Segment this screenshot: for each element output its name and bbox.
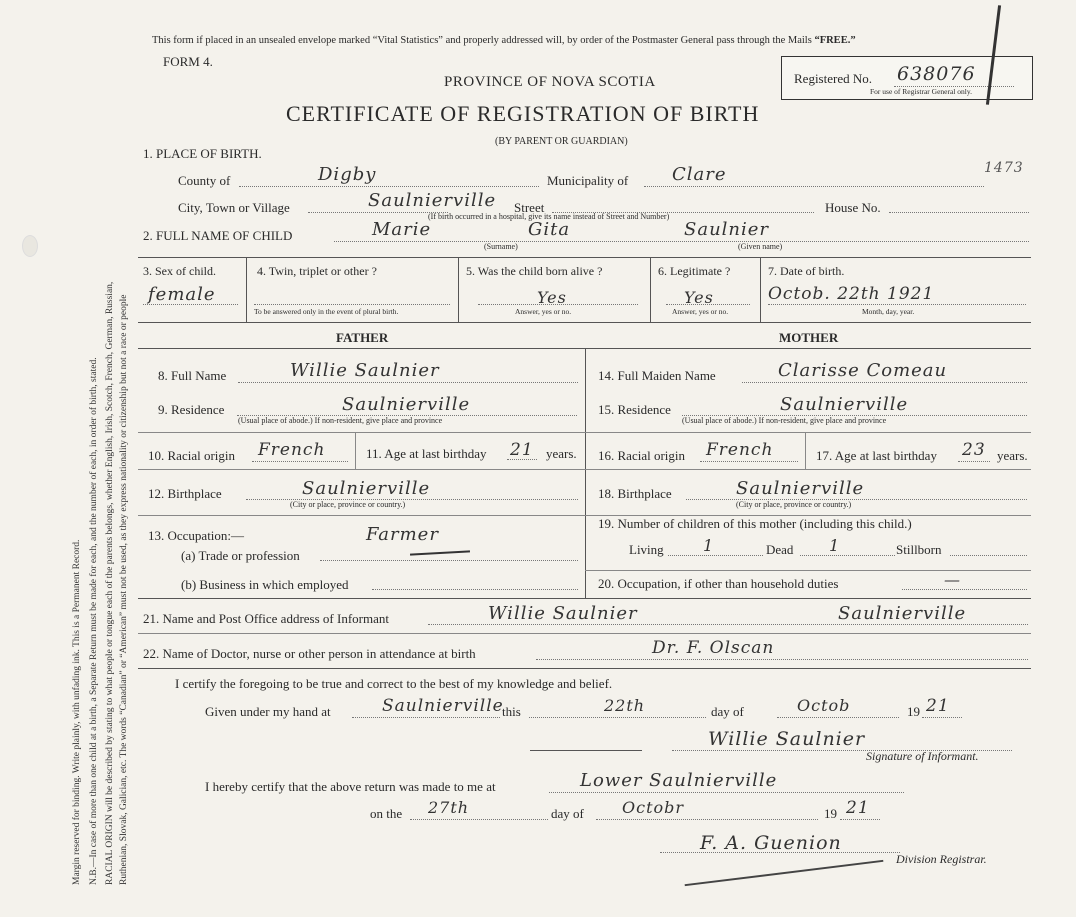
return-year-prefix: 19 (824, 806, 837, 821)
mother-residence-note: (Usual place of abode.) If non-resident, give place and province (682, 416, 887, 425)
informant-address: Saulnierville (838, 603, 967, 624)
given-under-label: Given under my hand at (205, 704, 331, 719)
children-count-label: 19. Number of children of this mother (including this child.) (598, 516, 912, 531)
registered-label: Registered No. (794, 71, 872, 86)
mother-occupation-value: — (944, 570, 961, 589)
mail-notice: This form if placed in an unsealed envelope marked “Vital Statistics” and properly addressed will, by order of the Postmaster General pass through the Mails “FREE.” (152, 35, 856, 46)
alive-label: 5. Was the child born alive ? (466, 264, 603, 278)
father-heading: FATHER (336, 330, 389, 345)
father-residence-label: 9. Residence (158, 402, 225, 417)
mother-age-label: 17. Age at last birthday (816, 448, 937, 463)
margin-note-4: Ruthenian, Slovak, Galician, etc. The words “Canadian” or “American” must not be used, as they express nationality or citizenship but not a race or people (119, 294, 129, 885)
punch-hole (22, 235, 38, 257)
twin-note: To be answered only in the event of plural birth. (254, 307, 399, 316)
date-of-birth-value: Octob. 22th 1921 (768, 284, 935, 304)
mother-birthplace-value: Saulnierville (736, 478, 865, 499)
registered-number: 638076 (897, 63, 976, 85)
living-label: Living (629, 542, 664, 557)
return-month-value: Octobr (622, 798, 685, 817)
legitimate-value: Yes (684, 288, 714, 307)
return-text: I hereby certify that the above return was made to me at (205, 779, 496, 794)
living-value: 1 (703, 536, 715, 555)
house-label: House No. (825, 200, 881, 215)
father-name-label: 8. Full Name (158, 368, 227, 383)
father-birthplace-note: (City or place, province or country.) (290, 500, 406, 509)
registrar-signature: F. A. Guenion (700, 832, 842, 854)
corner-number: 1473 (984, 160, 1024, 176)
registered-number-box (781, 56, 1033, 100)
mother-racial-value: French (706, 440, 774, 460)
trade-label: (a) Trade or profession (181, 548, 300, 563)
child-name-label: 2. FULL NAME OF CHILD (143, 228, 293, 243)
alive-value: Yes (537, 288, 567, 307)
mother-occupation-label: 20. Occupation, if other than household duties (598, 576, 839, 591)
mother-name-label: 14. Full Maiden Name (598, 368, 716, 383)
stillborn-label: Stillborn (896, 542, 942, 557)
date-of-birth-note: Month, day, year. (862, 307, 915, 316)
page-title: CERTIFICATE OF REGISTRATION OF BIRTH (286, 101, 760, 126)
given-place-value: Saulnierville (382, 696, 504, 716)
father-name-value: Willie Saulnier (290, 360, 440, 381)
county-label: County of (178, 173, 231, 188)
father-birthplace-label: 12. Birthplace (148, 486, 222, 501)
business-label: (b) Business in which employed (181, 577, 349, 592)
on-the-label: on the (370, 806, 403, 821)
given-year-value: 21 (926, 696, 950, 716)
return-day-of-label: day of (551, 806, 584, 821)
city-value: Saulnierville (368, 190, 497, 211)
division-registrar-label: Division Registrar. (896, 852, 987, 866)
this-label: this (502, 704, 521, 719)
mother-heading: MOTHER (779, 330, 839, 345)
return-place-value: Lower Saulnierville (580, 770, 778, 791)
twin-label: 4. Twin, triplet or other ? (257, 264, 377, 278)
registrar-use-note: For use of Registrar General only. (870, 87, 972, 96)
father-residence-value: Saulnierville (342, 394, 471, 415)
sex-value: female (148, 284, 216, 305)
trade-dash (410, 550, 470, 555)
street-label: Street (514, 200, 545, 215)
informant-label: 21. Name and Post Office address of Informant (143, 611, 389, 626)
mother-birthplace-label: 18. Birthplace (598, 486, 672, 501)
father-age-label: 11. Age at last birthday (366, 446, 487, 461)
father-racial-label: 10. Racial origin (148, 448, 236, 463)
informant-name: Willie Saulnier (488, 603, 638, 624)
alive-note: Answer, yes or no. (515, 307, 572, 316)
signature-of-informant-label: Signature of Informant. (866, 749, 979, 763)
dead-value: 1 (829, 536, 841, 555)
given-day-of-label: day of (711, 704, 744, 719)
mother-age-value: 23 (962, 440, 986, 460)
margin-note-2: N.B.—In case of more than one child at a birth, a Separate Return must be made for each, and the number of each, in order of birth, stated. (89, 357, 99, 885)
given-day-value: 22th (604, 696, 646, 715)
province-heading: PROVINCE OF NOVA SCOTIA (444, 74, 656, 90)
father-occupation-label: 13. Occupation:— (148, 528, 245, 543)
child-middle-name: Gita (528, 219, 571, 240)
doctor-value: Dr. F. Olscan (652, 638, 775, 658)
trade-value: Farmer (366, 524, 439, 545)
mother-residence-value: Saulnierville (780, 394, 909, 415)
given-year-prefix: 19 (907, 704, 920, 719)
margin-note-1: Margin reserved for binding. Write plainly, with unfading ink. This is a Permanent Record. (72, 539, 82, 885)
mother-racial-label: 16. Racial origin (598, 448, 686, 463)
mother-birthplace-note: (City or place, province or country.) (736, 500, 852, 509)
doctor-label: 22. Name of Doctor, nurse or other person in attendance at birth (143, 646, 476, 661)
county-value: Digby (318, 164, 377, 185)
page-subtitle: (BY PARENT OR GUARDIAN) (495, 136, 628, 147)
child-first-name: Marie (372, 219, 432, 240)
given-name-note: (Given name) (738, 242, 783, 251)
dead-label: Dead (766, 542, 794, 557)
surname-note: (Surname) (484, 242, 518, 251)
father-years: years. (546, 446, 577, 461)
margin-note-3: RACIAL ORIGIN will be described by stating to what people or tongue each of the parents belongs, whether English, Irish, Scotch, French, German, Russian, (105, 281, 115, 885)
mother-residence-label: 15. Residence (598, 402, 671, 417)
sex-label: 3. Sex of child. (143, 264, 216, 278)
form-number: FORM 4. (163, 54, 213, 69)
legitimate-note: Answer, yes or no. (672, 307, 729, 316)
mother-name-value: Clarisse Comeau (778, 360, 948, 381)
legitimate-label: 6. Legitimate ? (658, 264, 731, 278)
street-note: (If birth occurred in a hospital, give its name instead of Street and Number) (428, 212, 670, 221)
return-year-value: 21 (846, 798, 870, 818)
father-racial-value: French (258, 440, 326, 460)
municipality-value: Clare (672, 164, 727, 185)
date-of-birth-label: 7. Date of birth. (768, 264, 845, 278)
informant-signature: Willie Saulnier (708, 728, 866, 750)
place-of-birth-label: 1. PLACE OF BIRTH. (143, 146, 262, 161)
registrar-flourish (685, 860, 884, 886)
child-surname: Saulnier (684, 219, 770, 240)
certify-text: I certify the foregoing to be true and correct to the best of my knowledge and belief. (175, 676, 613, 691)
father-birthplace-value: Saulnierville (302, 478, 431, 499)
father-residence-note: (Usual place of abode.) If non-resident, give place and province (238, 416, 443, 425)
municipality-label: Municipality of (547, 173, 629, 188)
mother-years: years. (997, 448, 1028, 463)
city-label: City, Town or Village (178, 200, 290, 215)
given-month-value: Octob (797, 696, 851, 715)
return-day-value: 27th (428, 798, 470, 817)
father-age-value: 21 (510, 440, 534, 460)
